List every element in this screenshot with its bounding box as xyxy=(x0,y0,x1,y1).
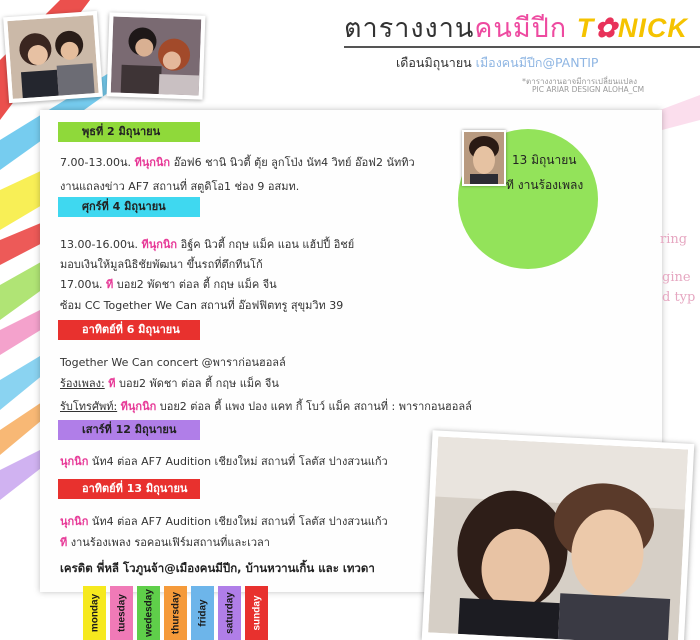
tab-tuesday: tuesday xyxy=(110,586,133,640)
schedule-line: ซ้อม CC Together We Can สถานที่ อ๊อฟฟิตทรู สุขุมวิท 39 xyxy=(60,299,344,312)
photo-image xyxy=(111,16,202,95)
schedule-line: นุกนิก นัท4 ต่อล AF7 Audition เชียงใหม่ สถานที่ โลตัส ปางสวนแก้ว xyxy=(60,455,388,468)
background-text-3: d typ xyxy=(662,290,696,305)
day-header-fri-4: ศุกร์ที่ 4 มิถุนายน xyxy=(58,197,200,217)
title-part1: ตารางงาน xyxy=(344,13,475,44)
photo-image xyxy=(428,437,688,640)
background-text-2: gine xyxy=(662,270,691,285)
schedule-line: 17.00น. ที บอย2 พัดชา ต่อล ตี้ กฤษ แม็ค จีน xyxy=(60,278,277,291)
photo-couple-2 xyxy=(107,12,206,99)
brand-logo xyxy=(577,13,688,43)
schedule-line: ที งานร้องเพลง รอคอนเฟิร์มสถานที่และเวลา xyxy=(60,536,270,549)
page-title xyxy=(344,6,688,49)
subtitle-source: เมืองคนมีปีก@PANTIP xyxy=(475,55,599,70)
tab-sunday: sunday xyxy=(245,586,268,640)
flower-icon: ✿ xyxy=(594,13,618,43)
brand-t: T xyxy=(576,13,595,43)
tab-thursday: thursday xyxy=(164,586,187,640)
photo-couple-main xyxy=(422,430,695,640)
day-header-sun-13: อาทิตย์ที่ 13 มิถุนายน xyxy=(58,479,200,499)
tab-saturday: saturday xyxy=(218,586,241,640)
title-divider xyxy=(344,46,700,48)
subtitle xyxy=(396,53,598,73)
change-note: *ตารางงานอาจมีการเปลี่ยนแปลง xyxy=(522,77,638,86)
bubble-note: ที งานร้องเพลง xyxy=(506,178,584,192)
day-header-sun-6: อาทิตย์ที่ 6 มิถุนายน xyxy=(58,320,200,340)
schedule-line: 7.00-13.00น. ทีนุกนิก อ๊อฟ6 ชานิ นิวตี้ ตุ้ย ลูกโป่ง นัท4 วิทย์ อ๊อฟ2 นัททิว xyxy=(60,156,415,169)
schedule-line: รับโทรศัพท์: ทีนุกนิก บอย2 ต่อล ตี้ แพง ปอง แคท กี้ โบว์ แม็ค สถานที่ : พารากอนฮอลล์ xyxy=(60,400,472,413)
day-header-sat-12: เสาร์ที่ 12 มิถุนายน xyxy=(58,420,200,440)
day-header-wed-2: พุธที่ 2 มิถุนายน xyxy=(58,122,200,142)
title-part2: คนมีปีก xyxy=(474,13,568,44)
schedule-line: งานแถลงข่าว AF7 สถานที่ สตูดิโอ1 ช่อง 9 อสมท. xyxy=(60,180,300,193)
photo-couple-1 xyxy=(3,11,103,103)
schedule-line: นุกนิก นัท4 ต่อล AF7 Audition เชียงใหม่ สถานที่ โลตัส ปางสวนแก้ว xyxy=(60,515,388,528)
schedule-line: Together We Can concert @พาราก่อนฮอลล์ xyxy=(60,356,286,369)
design-credit: PIC ARIAR DESIGN ALOHA_CM xyxy=(532,85,645,94)
bubble-portrait xyxy=(462,130,506,186)
schedule-line: ร้องเพลง: ที บอย2 พัดชา ต่อล ตี้ กฤษ แม็ค จีน xyxy=(60,377,279,390)
schedule-line: 13.00-16.00น. ทีนุกนิก อิฐ์ค นิวตี้ กฤษ แม็ค แอน แฮ้ปปี้ อิชย์ xyxy=(60,238,355,251)
bubble-date: 13 มิถุนายน xyxy=(512,153,577,167)
brand-rest: NICK xyxy=(617,13,688,43)
subtitle-month: เดือนมิถุนายน xyxy=(396,55,472,70)
tab-wednesday: wedesday xyxy=(137,586,160,640)
schedule-line: มอบเงินให้มูลนิธิชัยพัฒนา ขึ้นรถที่ตึกทีนโก้ xyxy=(60,258,263,271)
credit-text: เครดิต พี่หลี โวภูนจ้า@เมืองคนมีปีก, บ้านหวานเกิ้น และ เทวดา xyxy=(60,561,375,575)
photo-image xyxy=(7,15,98,99)
background-text-1: ring xyxy=(660,232,688,247)
tab-friday: friday xyxy=(191,586,214,640)
tab-monday: monday xyxy=(83,586,106,640)
